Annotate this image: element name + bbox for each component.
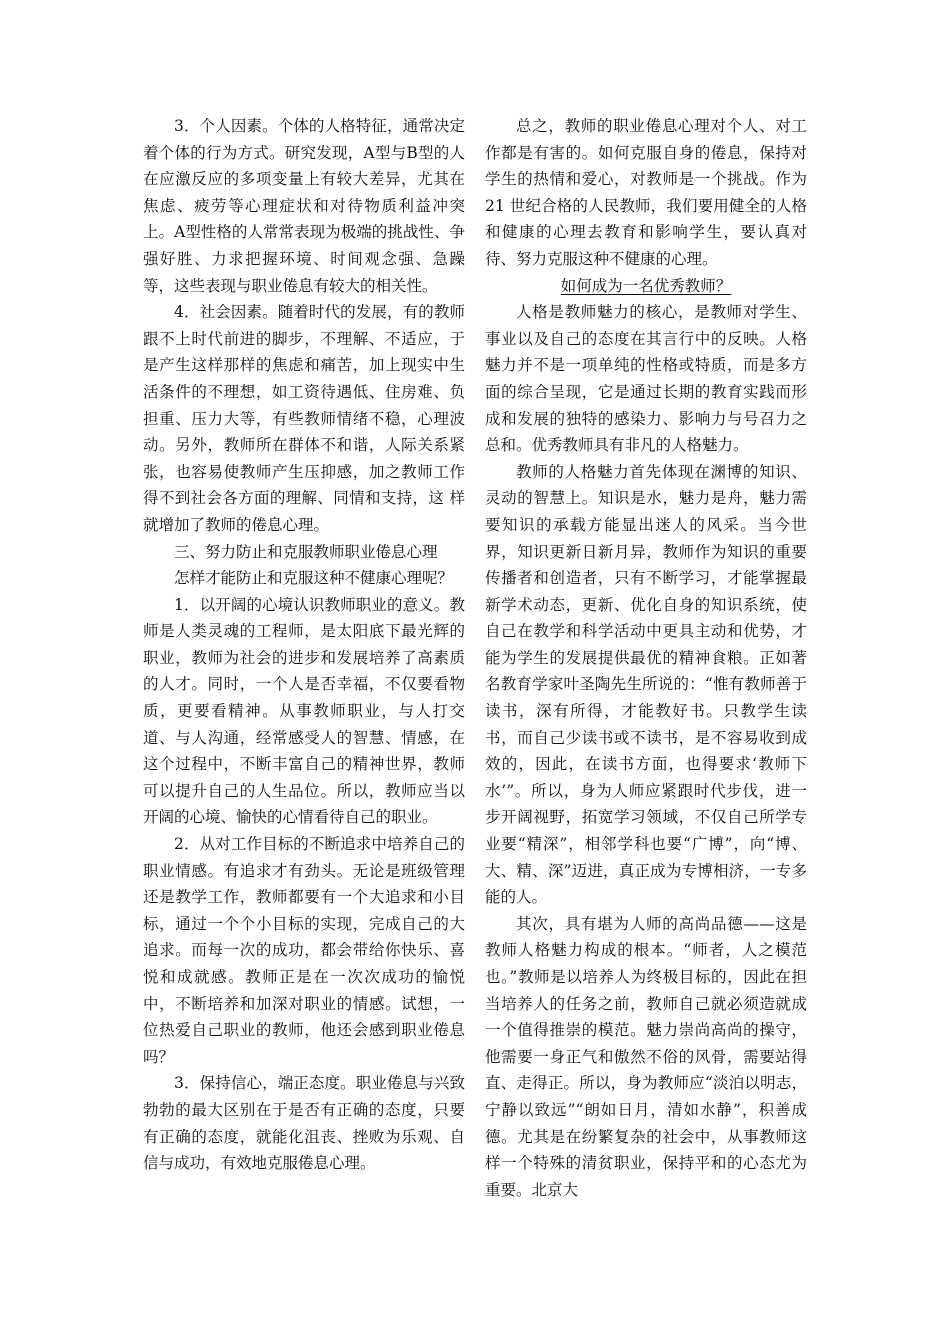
article-title: 如何成为一名优秀教师？: [560, 276, 732, 295]
paragraph-social-factors: 4．社会因素。随着时代的发展，有的教师跟不上时代前进的脚步，不理解、不适应，于是产生这样那样的焦虑和痛苦，加上现实中生活条件的不理想，如工资待遇低、住房难、负担重、压力大等，有些教师情绪不稳，心理波动。另外，教师所在群体不和谐，人际关系紧张，也容易使教师产生压抑感，加之教师工作得不到社会各方面的理解、同情和支持，这 样就增加了教师的倦息心理。: [143, 303, 465, 534]
paragraph-point-1: 1．以开阔的心境认识教师职业的意义。教师是人类灵魂的工程师，是太阳底下最光辉的职业，教师为社会的进步和发展培养了高素质的人才。同时，一个人是否幸福，不仅要看物质，更要看精神。从事教师职业，与人打交道、与人沟通，经常感受人的智慧、情感，在这个过程中，不断丰富自己的精神世界，教师可以提升自己的人生品位。所以，教师应当以开阔的心境、愉快的心情看待自己的职业。: [143, 595, 465, 827]
paragraph-point-3: 3．保持信心，端正态度。职业倦息与兴致勃勃的最大区别在于是否有正确的态度，只要有正确的态度，就能化沮丧、挫败为乐观、自信与成功，有效地克服倦息心理。: [143, 1074, 465, 1173]
paragraph-summary: 总之，教师的职业倦息心理对个人、对工作都是有害的。如何克服自身的倦息，保持对学生的热情和爱心，对教师是一个挑战。作为 21 世纪合格的人民教师，我们要用健全的人格和健康的心理去教育和影响学生，要认真对待、努力克服这种不健康的心理。: [485, 117, 807, 268]
section-heading-prevention: 三、努力防止和克服教师职业倦息心理: [174, 542, 438, 561]
paragraph-moral-character: 其次，具有堪为人师的高尚品德——这是教师人格魅力构成的根本。“师者，人之模范也。”教师是以培养人为终极目标的，因此在担当培养人的任务之前，教师自己就必须造就成一个值得推崇的模范。魅力崇尚高尚的操守，他需要一身正气和傲然不俗的风骨，需要站得直、走得正。所以，身为教师应“淡泊以明志，宁静以致远”“朗如日月，清如水静”，积善成德。尤其是在纷繁复杂的社会中，从事教师这样一个特殊的清贫职业，保持平和的心态尤为重要。北京大: [485, 914, 807, 1199]
paragraph-question: 怎样才能防止和克服这种不健康心理呢？: [174, 569, 454, 588]
paragraph-personal-factors: 3．个人因素。个体的人格特征，通常决定着个体的行为方式。研究发现，A型与B型的人在应激反应的多项变量上有较大差异，尤其在焦虑、疲劳等心理症状和对待物质利益冲突上。A型性格的人常常表现为极端的挑战性、争强好胜、力求把握环境、时间观念强、急躁等，这些表现与职业倦息有较大的相关性。: [143, 117, 465, 295]
paragraph-point-2: 2．从对工作目标的不断追求中培养自己的职业情感。有追求才有劲头。无论是班级管理还是教学工作，教师都要有一个大追求和小目标，通过一个个小目标的实现，完成自己的大追求。而每一次的成功，都会带给你快乐、喜悦和成就感。教师正是在一次次成功的愉悦中，不断培养和加深对职业的情感。试想，一位热爱自己职业的教师，他还会感到职业倦息吗？: [143, 835, 465, 1066]
paragraph-knowledge-wisdom: 教师的人格魅力首先体现在渊博的知识、灵动的智慧上。知识是水，魅力是舟，魅力需要知识的承载方能显出迷人的风采。当今世界，知识更新日新月异，教师作为知识的重要传播者和创造者，只有不断学习，才能掌握最新学术动态，更新、优化自身的知识系统，使自己在教学和科学活动中更具主动和优势，才能为学生的发展提供最优的精神食粮。正如著名教育学家叶圣陶先生所说的：“惟有教师善于读书，深有所得，才能教好书。只教学生读书，而自己少读书或不读书，是不容易收到成效的，因此，在读书方面，也得要求‘教师下水’”。所以，身为人师应紧跟时代步伐，进一步开阔视野，拓宽学习领域，不仅自己所学专业要“精深”，相邻学科也要“广博”，向“博、大、精、深”迈进，真正成为专博相济，一专多能的人。: [485, 462, 807, 907]
right-column: [485, 113, 807, 1203]
paragraph-personality-core: 人格是教师魅力的核心，是教师对学生、事业以及自己的态度在其言行中的反映。人格魅力并不是一项单纯的性格或特质，而是多方面的综合呈现，它是通过长期的教育实践而形成和发展的独特的感染力、影响力与号召力之总和。优秀教师具有非凡的人格魅力。: [485, 303, 807, 455]
left-column: [143, 113, 465, 1177]
